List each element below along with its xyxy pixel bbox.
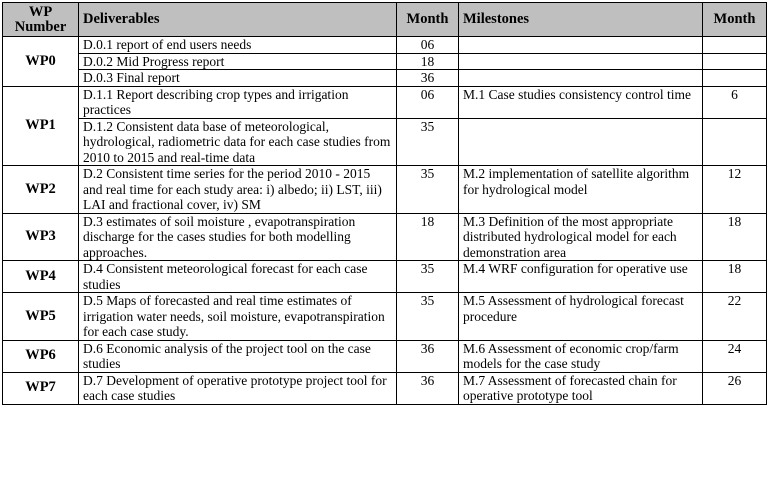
deliverable-month-cell: 36 [397,340,459,372]
deliverables-table [2,2,767,405]
deliverable-cell: D.1.2 Consistent data base of meteorological, hydrological, radiometric data for each case studies from 2010 to 2015 and real-time data [79,118,397,166]
milestone-cell [459,118,703,166]
header-month: Month [397,3,459,37]
deliverable-cell: D.7 Development of operative prototype project tool for each case studies [79,372,397,404]
deliverable-month-cell: 35 [397,166,459,214]
header-row [3,3,767,37]
header-milestones: Milestones [459,3,703,37]
deliverable-cell: D.0.2 Mid Progress report [79,53,397,70]
table-row [3,166,767,214]
table-row [3,213,767,261]
milestone-cell [459,53,703,70]
wp-cell: WP3 [3,213,79,261]
milestone-month-cell: 6 [703,86,767,118]
wp-cell: WP2 [3,166,79,214]
header-wp-line2: Number [14,18,67,35]
milestone-month-cell: 26 [703,372,767,404]
milestone-cell: M.1 Case studies consistency control time [459,86,703,118]
deliverable-month-cell: 35 [397,118,459,166]
deliverable-cell: D.4 Consistent meteorological forecast for each case studies [79,261,397,293]
deliverable-cell: D.0.1 report of end users needs [79,37,397,54]
deliverable-month-cell: 06 [397,37,459,54]
wp-cell: WP7 [3,372,79,404]
deliverable-cell: D.1.1 Report describing crop types and irrigation practices [79,86,397,118]
milestone-cell: M.2 implementation of satellite algorithm for hydrological model [459,166,703,214]
milestone-month-cell: 18 [703,213,767,261]
deliverable-cell: D.3 estimates of soil moisture , evapotranspiration discharge for the cases studies for both modelling approaches. [79,213,397,261]
header-deliverables: Deliverables [79,3,397,37]
milestone-month-cell: 22 [703,293,767,341]
table-row [3,53,767,70]
deliverable-month-cell: 06 [397,86,459,118]
milestone-cell [459,70,703,87]
milestone-month-cell: 18 [703,261,767,293]
milestone-month-cell [703,118,767,166]
deliverable-cell: D.0.3 Final report [79,70,397,87]
deliverable-month-cell: 18 [397,53,459,70]
table-row [3,70,767,87]
table-row [3,293,767,341]
table-row [3,37,767,54]
deliverable-cell: D.2 Consistent time series for the period 2010 - 2015 and real time for each study area: i) albedo; ii) LST, iii) LAI and fractional cover, iv) SM [79,166,397,214]
milestone-month-cell [703,70,767,87]
deliverable-month-cell: 36 [397,372,459,404]
header-wp-number [3,3,79,37]
deliverable-month-cell: 35 [397,293,459,341]
header-milestone-month: Month [703,3,767,37]
deliverable-month-cell: 18 [397,213,459,261]
milestone-month-cell: 12 [703,166,767,214]
table-row [3,86,767,118]
deliverable-cell: D.5 Maps of forecasted and real time estimates of irrigation water needs, soil moisture, evapotranspiration for each case study. [79,293,397,341]
milestone-cell: M.5 Assessment of hydrological forecast procedure [459,293,703,341]
table-row [3,118,767,166]
milestone-month-cell [703,53,767,70]
table-row [3,261,767,293]
wp-cell: WP1 [3,86,79,166]
milestone-cell: M.6 Assessment of economic crop/farm models for the case study [459,340,703,372]
milestone-cell: M.3 Definition of the most appropriate distributed hydrological model for each demonstration area [459,213,703,261]
milestone-cell: M.7 Assessment of forecasted chain for operative prototype tool [459,372,703,404]
wp-cell: WP4 [3,261,79,293]
wp-cell: WP0 [3,37,79,87]
milestone-month-cell: 24 [703,340,767,372]
wp-cell: WP5 [3,293,79,341]
table-row [3,340,767,372]
table-row [3,372,767,404]
milestone-cell [459,37,703,54]
deliverable-month-cell: 36 [397,70,459,87]
wp-cell: WP6 [3,340,79,372]
deliverable-month-cell: 35 [397,261,459,293]
milestone-cell: M.4 WRF configuration for operative use [459,261,703,293]
header-wp-line1: WP [28,3,53,20]
deliverable-cell: D.6 Economic analysis of the project tool on the case studies [79,340,397,372]
milestone-month-cell [703,37,767,54]
